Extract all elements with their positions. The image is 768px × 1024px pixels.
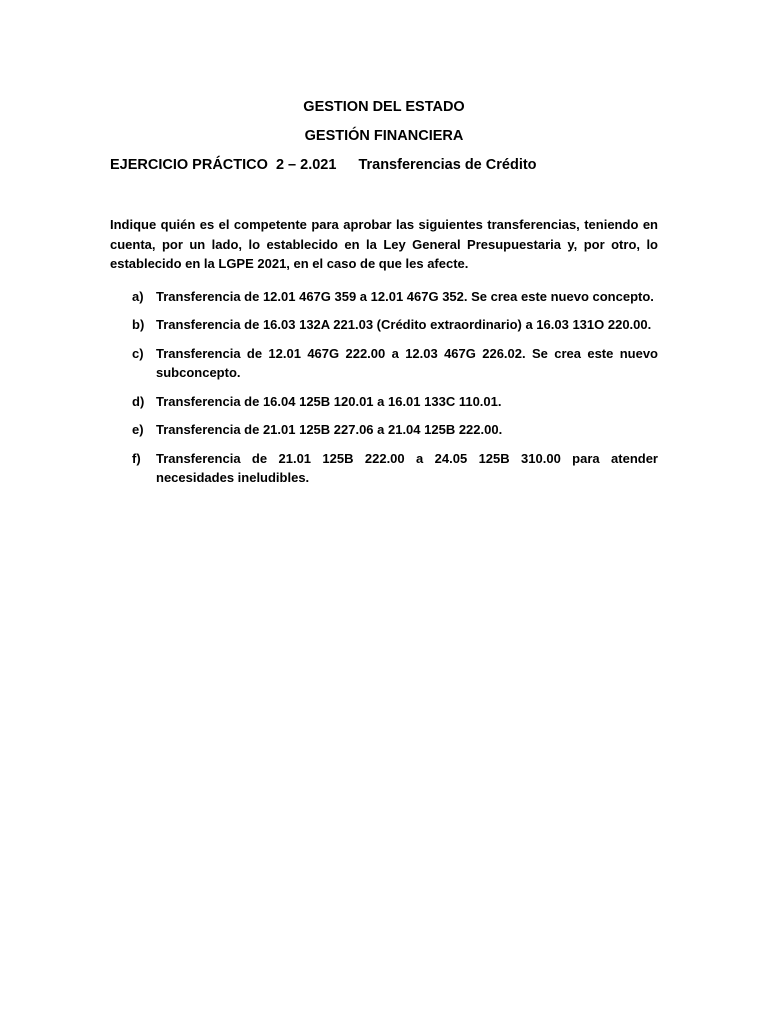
exercise-topic: Transferencias de Crédito [358, 157, 537, 173]
list-item-text: Transferencia de 16.03 132A 221.03 (Crédito extraordinario) a 16.03 131O 220.00. [156, 317, 652, 332]
document-page [110, 96, 658, 497]
list-marker: a) [132, 288, 144, 304]
list-marker: d) [132, 393, 145, 409]
list-item-text: Transferencia de 21.01 125B 222.00 a 24.05 125B 310.00 para atender necesidades ineludibles. [156, 450, 658, 485]
list-item [110, 344, 658, 383]
list-marker: c) [132, 345, 144, 361]
transfer-list [110, 287, 658, 488]
list-item [110, 392, 658, 412]
list-marker: e) [132, 422, 144, 437]
document-title: GESTION DEL ESTADO [303, 99, 465, 115]
list-item-text: Transferencia de 12.01 467G 222.00 a 12.03 467G 226.02. Se crea este nuevo subconcepto. [156, 345, 658, 380]
list-item-text: Transferencia de 16.04 125B 120.01 a 16.01 133C 110.01. [156, 393, 502, 409]
list-item [110, 287, 658, 307]
list-item [110, 420, 658, 440]
exercise-heading [110, 154, 658, 176]
list-item-text: Transferencia de 21.01 125B 227.06 a 21.04 125B 222.00. [156, 422, 503, 437]
list-marker: b) [132, 317, 145, 332]
document-subtitle: GESTIÓN FINANCIERA [304, 128, 464, 144]
exercise-label: EJERCICIO PRÁCTICO 2 – 2.021 [110, 157, 337, 173]
intro-paragraph: Indique quién es el competente para aprobar las siguientes transferencias, teniendo en cuenta, por un lado, lo establecido en la Ley General Presupuestaria y, por otro, lo establecido en la LGPE 2021, en el caso de que les afecte. [110, 217, 658, 271]
list-marker: f) [132, 450, 141, 466]
list-item [110, 315, 658, 335]
list-item-text: Transferencia de 12.01 467G 359 a 12.01 467G 352. Se crea este nuevo concepto. [156, 288, 654, 304]
list-item [110, 449, 658, 488]
